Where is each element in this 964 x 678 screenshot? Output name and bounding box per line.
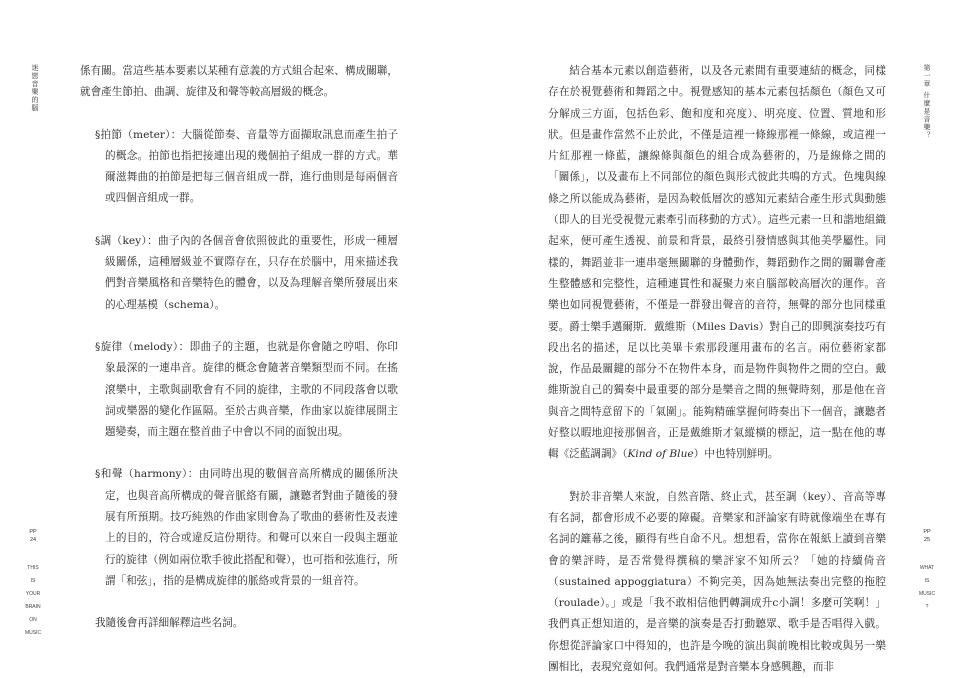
title-word: MUSIC — [918, 591, 936, 597]
right-page-number — [918, 528, 936, 544]
term-meter: §拍節（meter）：大腦從節奏、音量等方面擷取訊息而產生拍子的概念。拍節也指把接連出現的幾個拍子組成一群的方式。華爾滋舞曲的拍節是把每三個音組成一群，進行曲則是每兩個音或四個音組成一群。 — [95, 128, 398, 205]
left-running-title: 迷戀音樂的腦 — [31, 64, 39, 112]
paragraph-art — [548, 61, 886, 466]
left-page-num: 24 — [29, 537, 37, 543]
paragraph-art-text: 結合基本元素以創造藝術，以及各元素間有重要連結的概念，同樣存在於視覺藝術和舞蹈之中。視覺感知的基本元素包括顏色（顏色又可分解成三方面，包括色彩、飽和度和亮度）、明亮度、位置、質地和形狀。但是畫作當然不止於此，不僅是這裡一條線那裡一條線，或這裡一片紅那裡一條藍，讓線條與顏色的組合成為藝術的，乃是線條之間的「關係」，以及畫布上不同部位的顏色與形式彼此共鳴的方式。色塊與線條之所以能成為藝術，是因為較低層次的感知元素結合產生形式與動態（即人的目光受視覺元素牽引而移動的方式）。這些元素一旦和諧地組織起來，便可產生透視、前景和背景，最終引發情感與其他美學屬性。同樣的，舞蹈並非一連串毫無關聯的身體動作，舞蹈動作之間的關聯會產生整體感和完整性，這種連貫性和凝聚力來自腦部較高層次的運作。音樂也如同視覺藝術，不僅是一群發出聲音的音符，無聲的部分也同樣重要。爵士樂手邁爾斯．戴維斯（Miles Davis）對自己的即興演奏技巧有段出名的描述，足以比美畢卡索那段運用畫布的名言。兩位藝術家都說，作品最關鍵的部分不在物件本身，而是物件與物件之間的空白。戴維斯說自己的獨奏中最重要的部分是樂音之間的無聲時刻，那是他在音與音之間特意留下的「氣圍」。能夠精確掌握何時奏出下一個音，讓聽者好整以暇地迎接那個音，正是戴維斯才氣縱橫的標記，這一點在他的專輯《泛藍調調》（ — [548, 65, 886, 461]
left-page-body — [80, 61, 398, 635]
right-running-title: 第一章 什麼是音樂？ — [923, 64, 931, 140]
title-word: MUSIC — [24, 630, 42, 636]
title-word: WHAT — [919, 565, 935, 571]
title-word: IS — [924, 578, 930, 584]
title-word: ON — [29, 617, 37, 623]
left-page-label: PP — [29, 529, 37, 535]
album-title: Kind of Blue — [627, 448, 694, 461]
title-word: IS — [30, 578, 36, 584]
term-melody: §旋律（melody）：即曲子的主題，也就是你會隨之哼唱、你印象最深的一連串音。旋律的概念會隨著音樂類型而不同。在搖滾樂中，主歌與副歌會有不同的旋律，主歌的不同段落會以歌詞或樂器的變化作區隔。至於古典音樂，作曲家以旋律展開主題變奏，而主題在整首曲子中會以不同的面貌出現。 — [95, 340, 398, 439]
term-harmony: §和聲（harmony）：由同時出現的數個音高所構成的關係所決定，也與音高所構成的聲音脈絡有關，讓聽者對曲子隨後的發展有所預期。技巧純熟的作曲家則會為了歌曲的藝術性及表達上的目的，符合或違反這份期待。和聲可以來自一段與主題並行的旋律（例如兩位歌手彼此搭配和聲），也可指和弦進行，所謂「和弦」，指的是構成旋律的脈絡或背景的一組音符。 — [95, 468, 398, 587]
paragraph-jargon: 對於非音樂人來說，自然音階、終止式，甚至調（key）、音高等專有名詞，都會形成不必要的障礙。音樂家和評論家有時就像端坐在專有名詞的籬幕之後，顯得有些自命不凡。想想看，當你在報紙上讀到音樂會的樂評時，是否常覺得撰稿的樂評家不知所云？「她的持續倚音（sustained appoggiatura）不夠完美，因為她無法奏出完整的拖腔（roulade）。」或是「我不敢相信他們轉調成升c小調！多麼可笑啊！」我們真正想知道的，是音樂的演奏是否打動聽眾、歌手是否唱得入戲。你想從評論家口中得知的，也許是今晚的演出與前晚相比較或與另一樂團相比，表現究竟如何。我們通常是對音樂本身感興趣，而非 — [548, 490, 886, 674]
intro-paragraph: 係有關。當這些基本要素以某種有意義的方式組合起來、構成關聯，就會產生節拍、曲調、旋律及和聲等較高層級的概念。 — [80, 65, 398, 99]
right-page-label: PP — [923, 529, 931, 535]
title-word: YOUR — [25, 591, 41, 597]
right-book-title-en — [914, 562, 940, 614]
title-word: THIS — [27, 565, 39, 571]
title-word: BRAIN — [25, 604, 41, 610]
title-word: ? — [925, 604, 929, 610]
paragraph-art-end: ）中也特別鮮明。 — [693, 448, 779, 461]
left-page-number — [24, 528, 42, 544]
right-page-num: 25 — [923, 537, 931, 543]
closing-line: 我隨後會再詳細解釋這些名詞。 — [95, 617, 244, 630]
left-book-title-en — [20, 562, 46, 640]
right-page-body — [548, 61, 886, 678]
term-key: §調（key）：曲子內的各個音會依照彼此的重要性，形成一種層級關係，這種層級並不實際存在，只存在於腦中，用來描述我們對音樂風格和音樂特色的體會，以及為理解音樂所發展出來的心理基模（schema）。 — [95, 234, 398, 311]
